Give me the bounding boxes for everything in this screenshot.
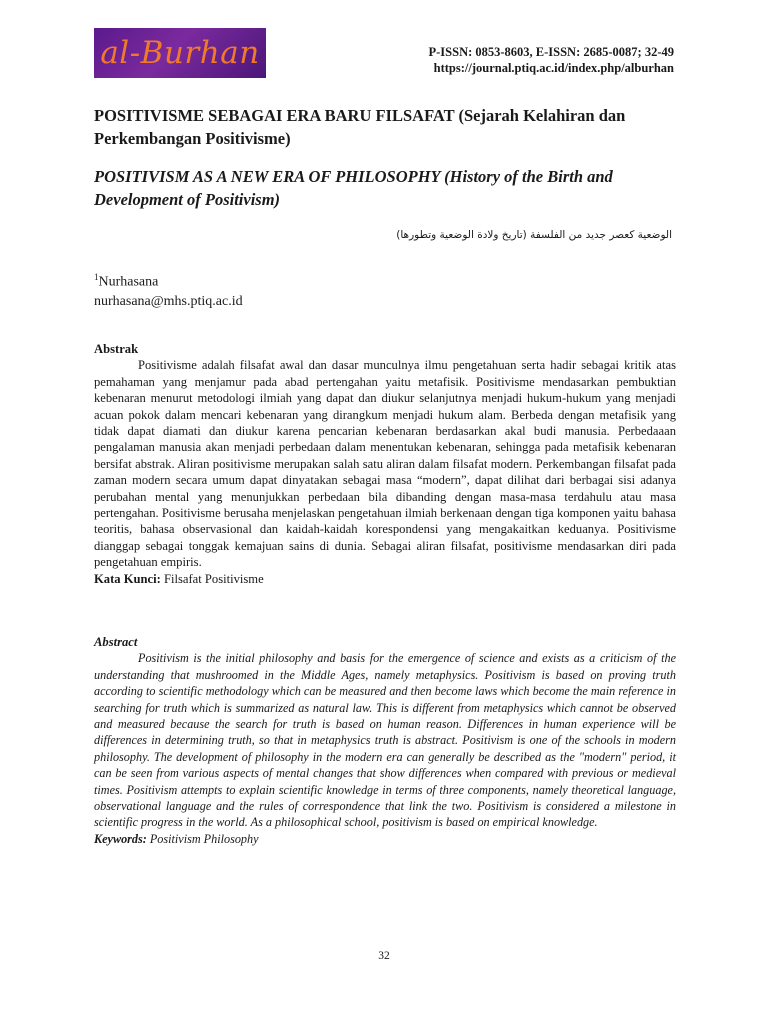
author-name: Nurhasana: [98, 274, 159, 290]
kata-kunci: [94, 571, 676, 587]
keywords-label: Keywords:: [94, 831, 147, 846]
journal-info: [429, 44, 675, 76]
issn-line: P-ISSN: 0853-8603, E-ISSN: 2685-0087; 32-49: [428, 45, 674, 59]
kata-kunci-label: Kata Kunci:: [94, 571, 161, 586]
abstrak-heading: Abstrak: [94, 342, 139, 356]
keywords-value: Positivism Philosophy: [149, 831, 259, 846]
author-marker: 1: [94, 272, 99, 282]
title-english: POSITIVISM AS A NEW ERA OF PHILOSOPHY (History of the Birth and Development of Positivism): [94, 167, 613, 209]
logo-text: al-Burhan: [100, 35, 260, 71]
abstrak-body: Positivisme adalah filsafat awal dan dasar munculnya ilmu pengetahuan serta hadir sebagai kritik atas pemahaman yang menjamur pada abad pertengahan yaitu metafisik. Positivisme mendasarkan pembuktian kebenaran menurut metodologi ilmiah yang dapat dan diukur selanjutnya menjadi hukum-hukum yang menjadi acuan pokok dalam mencari kebenaran yang dirangkum menjadi hukum alam. Berbeda dengan metafisik yang tidak dapat diamati dan diukur karena pencarian kebenaran berdasarkan akal budi manusia. Perbedaaan pengalaman manusia akan menjadi perbedaan dalam menentukan kebenaran, sehingga pada metafisik kebenaran bersifat abstrak. Aliran positivisme merupakan salah satu aliran dalam filsafat modern. Perkembangan filsafat pada zaman modern secara umum dapat dinyatakan sebagai masa “modern”, dapat dilihat dari berbagai sisi adanya perubahan mental yang menunjukkan perbedaan bila dibanding dengan masa-masa terdahulu atau masa pertengahan. Positivisme berusaha menjelaskan pengetahuan ilmiah berkenaan dengan tiga komponen yaitu bahasa teoritis, bahasa observasional dan kaidah-kaidah korespondensi yang mengakaitkan keduanya. Positivisme dianggap sebagai tonggak kemajuan sains di dunia. Sebagai aliran filsafat, positivisme mendasarkan diri pada pengetahuan empiris.: [94, 358, 676, 570]
title-arabic: الوضعية كعصر جديد من الفلسفة (تاريخ ولادة الوضعية وتطورها): [396, 229, 672, 241]
title-indonesian: POSITIVISME SEBAGAI ERA BARU FILSAFAT (Sejarah Kelahiran dan Perkembangan Positivisme): [94, 106, 626, 148]
abstract-body: Positivism is the initial philosophy and basis for the emergence of science and exists as a criticism of the understanding that mushroomed in the Middle Ages, namely metaphysics. Positivism is based on proving truth according to scientific methodology which can be measured and then become laws which become the main reference in searching for truth which is summarized as natural law. This is different from metaphysics which cannot be observed and measured because the search for truth is based on human reason. Differences in human experience will be differences in determining truth, so that in metaphysics truth is abstract. Positivism is one of the schools in modern philosophy. The development of philosophy in the modern era can generally be described as the "modern" period, it can be seen from various aspects of mental changes that show differences when compared with previous or medieval times. Positivism attempts to explain scientific knowledge in terms of three components, namely theoretical language, observational language and the rules of correspondence that link the two. Positivism is considered a milestone in scientific progress in the world. As a philosophical school, positivism is based on empirical knowledge.: [94, 651, 676, 830]
abstract-section: [94, 634, 676, 847]
author-email[interactable]: nurhasana@mhs.ptiq.ac.id: [94, 293, 243, 309]
journal-logo: [94, 28, 266, 78]
abstract-heading: Abstract: [94, 635, 138, 649]
author-name-line: [94, 268, 243, 292]
kata-kunci-value: Filsafat Positivisme: [163, 571, 264, 586]
author-block: [94, 268, 243, 311]
page-number: 32: [378, 950, 390, 962]
abstrak-section: [94, 341, 676, 587]
journal-url[interactable]: https://journal.ptiq.ac.id/index.php/alburhan: [433, 61, 674, 75]
keywords: [94, 831, 676, 847]
